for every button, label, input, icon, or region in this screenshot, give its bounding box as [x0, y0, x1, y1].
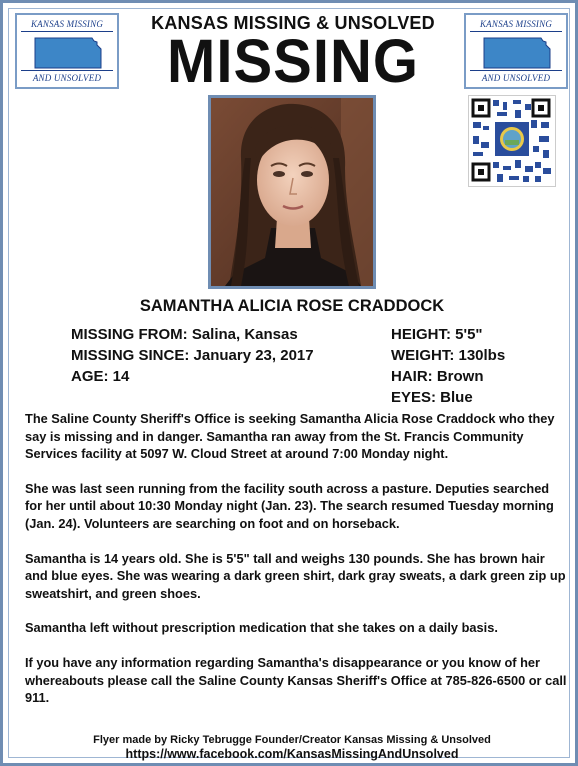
logo-top-text: KANSAS MISSING [30, 19, 104, 29]
eyes: EYES: Blue [391, 389, 473, 406]
details-right [391, 324, 505, 408]
missing-person-photo [208, 95, 376, 289]
logo-rule [21, 31, 113, 32]
logo-rule [21, 70, 113, 71]
hair: HAIR: Brown [391, 368, 484, 385]
logo-rule [470, 31, 562, 32]
details-left [71, 324, 314, 387]
site-title: KANSAS MISSING & UNSOLVED [151, 13, 435, 33]
body-paragraph-1: The Saline County Sheriff's Office is seeking Samantha Alicia Rose Craddock who they say is missing and in danger. Samantha ran away from the St. Francis Community Services facility at 5097 W. Cloud Street at around 7:00 Monday night. [25, 411, 555, 462]
body-paragraph-5: If you have any information regarding Samantha's disappearance or you know of her whereabouts please call the Saline County Kansas Sheriff's Office at 785-826-6500 or call 911. [25, 654, 567, 706]
missing-headline: MISSING [167, 27, 419, 96]
kansas-state-icon [483, 37, 551, 69]
logo-rule [470, 70, 562, 71]
flyer-body [25, 410, 567, 724]
kansas-missing-logo-right [464, 13, 568, 89]
flyer-footer [43, 733, 541, 761]
logo-bottom-text: AND UNSOLVED [481, 73, 551, 83]
qr-code-icon [469, 96, 555, 186]
qr-code[interactable] [468, 95, 556, 187]
portrait-image [211, 98, 373, 286]
age: AGE: 14 [71, 368, 130, 385]
facebook-url-link[interactable]: https://www.facebook.com/KansasMissingAndUnsolved [125, 747, 459, 761]
missing-person-name: SAMANTHA ALICIA ROSE CRADDOCK [139, 297, 445, 315]
flyer-credit: Flyer made by Ricky Tebrugge Founder/Creator Kansas Missing & Unsolved [93, 734, 491, 746]
missing-from: MISSING FROM: Salina, Kansas [71, 326, 298, 343]
logo-top-text: KANSAS MISSING [479, 19, 553, 29]
kansas-state-icon [34, 37, 102, 69]
body-paragraph-3: Samantha is 14 years old. She is 5'5" tall and weighs 130 pounds. She has brown hair and blue eyes. She was wearing a dark green shirt, dark gray sweats, a dark green zip up sweatshirt, and green shoes. [25, 550, 566, 601]
kansas-missing-logo-left [15, 13, 119, 89]
missing-since: MISSING SINCE: January 23, 2017 [71, 347, 314, 364]
body-paragraph-4: Samantha left without prescription medication that she takes on a daily basis. [25, 620, 498, 636]
logo-bottom-text: AND UNSOLVED [32, 73, 102, 83]
body-paragraph-2: She was last seen running from the facility south across a pasture. Deputies searched for her until about 10:30 Monday night (Jan. 23). The search resumed Tuesday morning (Jan. 24). Volunteers are searching on foot and on horseback. [25, 480, 554, 531]
weight: WEIGHT: 130lbs [391, 347, 506, 364]
height: HEIGHT: 5'5" [391, 326, 483, 343]
